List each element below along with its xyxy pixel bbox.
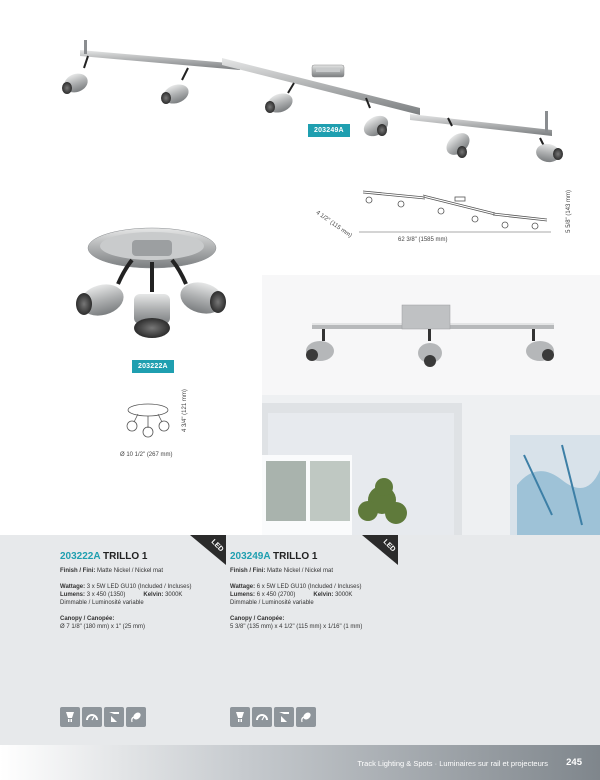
canopy-value: Ø 7 1/8" (180 mm) x 1" (25 mm)	[60, 624, 145, 630]
product-name: TRILLO 1	[273, 551, 318, 562]
product-sku: 203249A	[230, 551, 271, 562]
finish-value: Matte Nickel / Nickel mat	[97, 568, 164, 574]
line-drawing-203222a	[118, 400, 178, 440]
line-drawing-203249a	[355, 185, 555, 235]
finish-value: Matte Nickel / Nickel mat	[267, 568, 334, 574]
tilt-icon	[274, 707, 294, 727]
product-name: TRILLO 1	[103, 551, 148, 562]
lumens-value: 3 x 450 (1350)	[86, 592, 126, 598]
gu10-bulb-icon	[60, 707, 80, 727]
dim-width-203249a: 62 3/8" (1585 mm)	[398, 237, 448, 243]
product-title	[230, 553, 410, 561]
dimmer-icon	[82, 707, 102, 727]
wattage-value: 3 x 5W LED GU10 (Included / Incluses)	[86, 584, 192, 590]
finish-label: Finish / Fini:	[60, 568, 96, 574]
dim-depth-203249a: 4 1/2" (115 mm)	[314, 210, 353, 240]
dim-height-203249a: 5 5/8" (143 mm)	[566, 190, 572, 233]
room-installation-photo	[262, 275, 600, 535]
kelvin-value: 3000K	[165, 592, 183, 598]
sku-tag-203222a: 203222A	[132, 360, 174, 373]
page-footer	[0, 745, 600, 780]
sku-tag-203249a: 203249A	[308, 124, 350, 137]
wattage-label: Wattage:	[230, 584, 256, 590]
spec-column-203249a	[230, 553, 410, 631]
led-badge-text: LED	[381, 538, 397, 554]
canopy-label: Canopy / Canopée:	[230, 616, 285, 622]
tilt-icon	[104, 707, 124, 727]
kelvin-label: Kelvin:	[143, 592, 164, 598]
dimmable-text: Dimmable / Luminosité variable	[60, 600, 144, 606]
rotate-icon	[126, 707, 146, 727]
footer-section-title: Track Lighting & Spots · Luminaires sur rail et projecteurs	[357, 759, 548, 768]
led-badge-text: LED	[209, 538, 225, 554]
spec-column-203222a	[60, 553, 240, 631]
wattage-value: 6 x 5W LED GU10 (Included / Incluses)	[256, 584, 362, 590]
kelvin-value: 3000K	[335, 592, 353, 598]
lumens-label: Lumens:	[60, 592, 86, 598]
track-light-photo-203249a	[40, 38, 580, 178]
dimmer-icon	[252, 707, 272, 727]
canopy-label: Canopy / Canopée:	[60, 616, 115, 622]
dimmable-text: Dimmable / Luminosité variable	[230, 600, 314, 606]
product-title	[60, 553, 240, 561]
page-number: 245	[566, 757, 582, 768]
product-sku: 203222A	[60, 551, 101, 562]
finish-label: Finish / Fini:	[230, 568, 266, 574]
rotate-icon	[296, 707, 316, 727]
spot-light-photo-203222a	[62, 222, 242, 350]
gu10-bulb-icon	[230, 707, 250, 727]
dim-diameter-203222a: Ø 10 1/2" (267 mm)	[120, 452, 173, 458]
spec-panel	[0, 535, 600, 745]
feature-icons-203222a	[60, 707, 146, 727]
dim-height-203222a: 4 3/4" (121 mm)	[182, 389, 188, 432]
kelvin-label: Kelvin:	[313, 592, 334, 598]
feature-icons-203249a	[230, 707, 316, 727]
canopy-value: 5 3/8" (135 mm) x 4 1/2" (115 mm) x 1/16" (1 mm)	[230, 624, 363, 630]
lumens-value: 6 x 450 (2700)	[256, 592, 296, 598]
lumens-label: Lumens:	[230, 592, 256, 598]
wattage-label: Wattage:	[60, 584, 86, 590]
